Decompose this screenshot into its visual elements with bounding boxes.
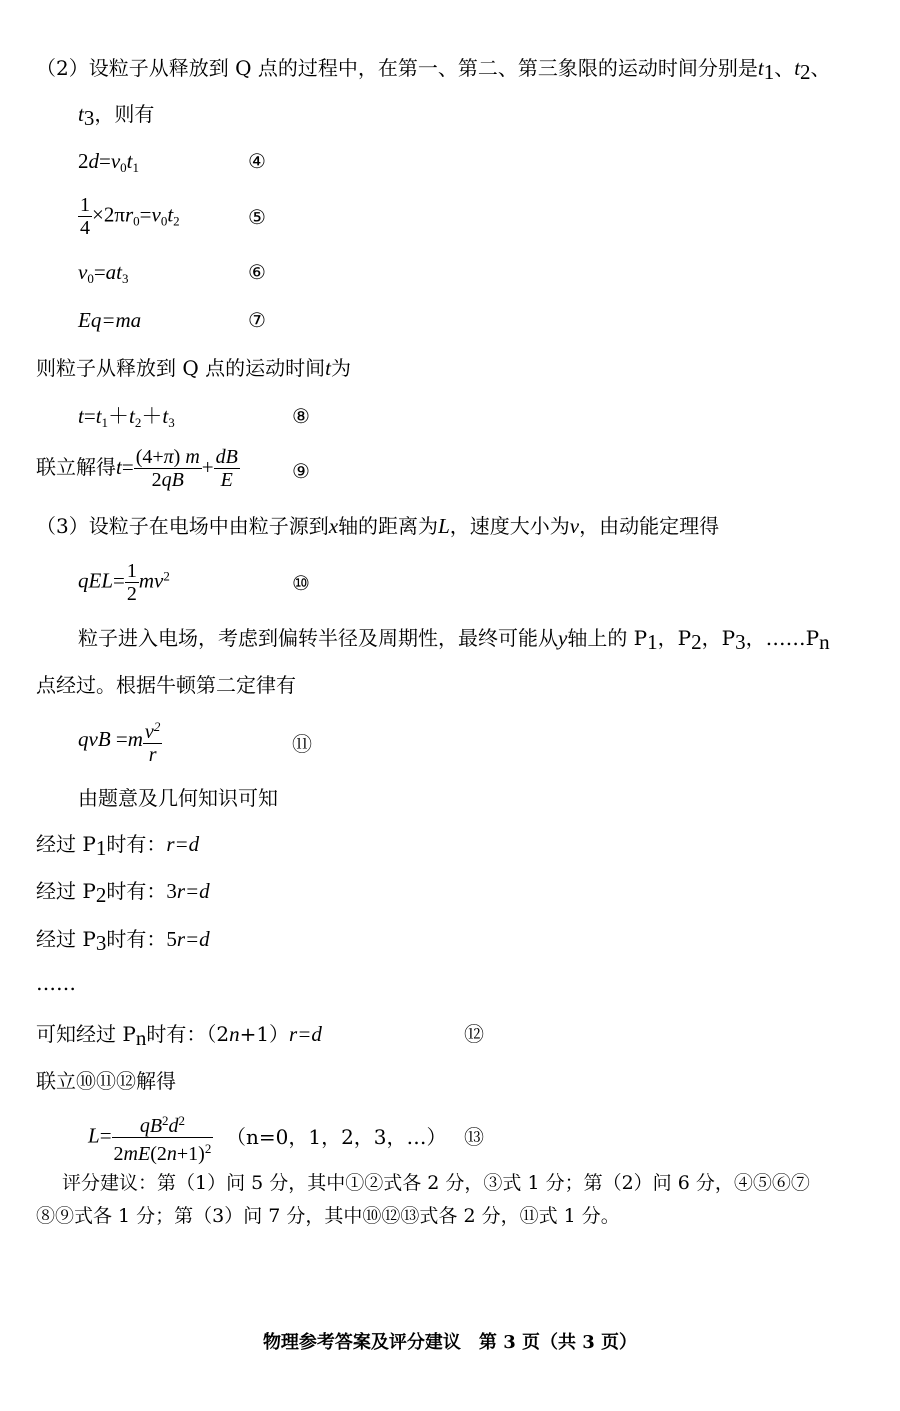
- eq7-label: ⑦: [248, 308, 266, 332]
- pass-p3-prefix: 经过 P: [36, 927, 96, 951]
- p2-intro-line2: $t_3$，则有: [78, 102, 155, 130]
- eq6: $v_0=at_3$: [78, 260, 129, 286]
- eq4: $2d=v_0t_1$: [78, 149, 140, 175]
- pass-p3-suffix: 时有：: [106, 927, 167, 951]
- page-footer: 物理参考答案及评分建议 第 3 页（共 3 页）: [262, 1332, 638, 1353]
- v-var: v: [569, 514, 580, 538]
- eq9-label: ⑨: [292, 459, 310, 483]
- field-line1: 粒子进入电场，考虑到偏转半径及周期性，最终可能从y轴上的 $P_1$，$P_2$，$P_3$，$\dots\dots P_n$: [78, 626, 830, 654]
- pass-p3: 经过 $P_3$时有：5r=d: [36, 927, 210, 955]
- eq8-label: ⑧: [292, 404, 310, 428]
- pass-pn: 可知经过 $P_n$时有：（2n+1）r=d: [36, 1022, 322, 1050]
- eq8: $t=t_1+t_2+t_3$: [78, 404, 175, 430]
- eq13-range: （n=0，1，2，3，…）: [226, 1125, 447, 1149]
- field-p1: 轴上的 P: [567, 626, 648, 650]
- t2-var: t: [794, 56, 801, 80]
- time-line-text: 则粒子从释放到 Q 点的运动时间: [36, 356, 326, 380]
- eq10: qEL= $\frac{1}{2}$ $mv^2$: [78, 560, 170, 605]
- time-line: [36, 355, 351, 381]
- pass-pn-tail: +1）: [239, 1022, 290, 1046]
- eq6-label: ⑥: [248, 260, 266, 284]
- p2-intro-line2-text: ，则有: [94, 102, 155, 126]
- x-var: x: [328, 514, 339, 538]
- eq10-label: ⑩: [292, 571, 310, 595]
- scoring-line1: 评分建议：第（1）问 5 分，其中①②式各 2 分，③式 1 分；第（2）问 6 分，④⑤⑥⑦: [62, 1172, 810, 1194]
- field-pn: ，……P: [745, 626, 820, 650]
- p3-intro: [36, 513, 719, 539]
- eq13: L= $\frac{qB^2d^2}{2mE(2n+1)^2}$: [88, 1110, 213, 1165]
- eq4-label: ④: [248, 149, 266, 173]
- field-line2: 点经过。根据牛顿第二定律有: [36, 673, 296, 697]
- field-p3: ，P: [701, 626, 736, 650]
- eq11-label: ⑪: [292, 732, 312, 756]
- L-var: L: [438, 514, 450, 538]
- p3-intro-text: （3）设粒子在电场中由粒子源到: [36, 514, 329, 538]
- solve-prefix: 联立解得: [36, 455, 116, 479]
- pass-p2-suffix: 时有：: [106, 879, 167, 903]
- sep1: 、: [774, 56, 795, 80]
- p3-intro-mid: 轴的距离为: [338, 514, 439, 538]
- field-line1-text: 粒子进入电场，考虑到偏转半径及周期性，最终可能从: [78, 626, 558, 650]
- pass-p1-prefix: 经过 P: [36, 832, 96, 856]
- eq9: 联立解得t= $\frac{(4+\pi) m}{2qB}$ + $\frac{dB}{E}$: [36, 446, 238, 491]
- y-var: y: [558, 626, 568, 650]
- pass-p1-suffix: 时有：: [106, 832, 167, 856]
- ellipsis: ……: [36, 971, 76, 995]
- p3-intro-end: ，由动能定理得: [579, 514, 720, 538]
- t1-var: t: [757, 56, 764, 80]
- solve-line: 联立⑩⑪⑫解得: [36, 1069, 176, 1093]
- p2-intro-line1: （2）设粒子从释放到 Q 点的过程中，在第一、第二、第三象限的运动时间分别是$t_1$、$t_2$、: [36, 56, 831, 84]
- eq12-label: ⑫: [464, 1022, 484, 1046]
- pass-p1: 经过 $P_1$时有：r=d: [36, 832, 200, 860]
- sep2: 、: [810, 56, 831, 80]
- p3-intro-mid2: ，速度大小为: [449, 514, 570, 538]
- eq7: Eq=ma: [78, 308, 142, 332]
- field-p2: ，P: [657, 626, 692, 650]
- p2-intro-text: （2）设粒子从释放到 Q 点的过程中，在第一、第二、第三象限的运动时间分别是: [36, 56, 758, 80]
- pass-p2-prefix: 经过 P: [36, 879, 96, 903]
- time-tail: 为: [330, 356, 351, 380]
- pass-pn-suffix: 时有：（2: [146, 1022, 230, 1046]
- eq5-label: ⑤: [248, 205, 266, 229]
- scoring-line2: ⑧⑨式各 1 分；第（3）问 7 分，其中⑩⑫⑬式各 2 分，⑪式 1 分。: [36, 1205, 620, 1227]
- pass-p2: 经过 $P_2$时有：3r=d: [36, 879, 210, 907]
- time-var: t: [325, 356, 331, 380]
- eq5: $\frac{1}{4}$ $\times 2\pi r_0=v_0t_2$: [80, 194, 180, 239]
- geo-line: 由题意及几何知识可知: [78, 786, 278, 810]
- eq11: qvB =m $\frac{v^2}{r}$: [78, 716, 162, 766]
- t3-var: t: [78, 102, 84, 126]
- pass-pn-prefix: 可知经过 P: [36, 1022, 136, 1046]
- eq13-label: ⑬: [464, 1125, 484, 1149]
